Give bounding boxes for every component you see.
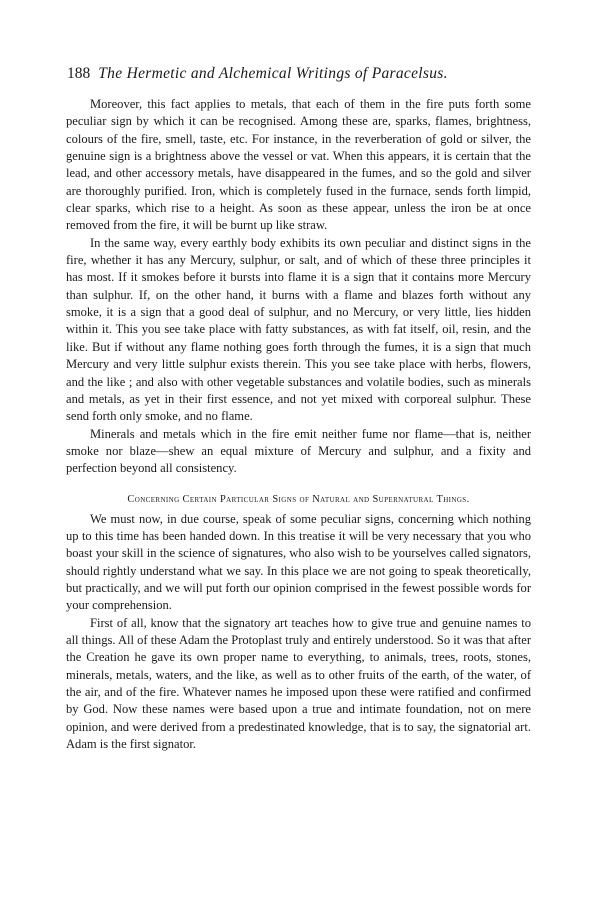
paragraph: Moreover, this fact applies to metals, that each of them in the fire puts forth some peculiar sign by which it can be recognised. Among these are, sparks, flames, brightness, colours of the fire, smell, taste, etc. For instance, in the reverberation of gold or silver, the genuine sign is a brightness above the vessel or vat. When this appears, it is certain that the lead, and other accessory metals, have disappeared in the fumes, and so the gold and silver are thoroughly purified. Iron, which is completely fused in the furnace, sends forth limpid, clear sparks, which rise to a height. As soon as these appear, unless the iron be at once removed from the fire, it will be burnt up like straw. <box>66 97 531 233</box>
page-number: 188 <box>67 65 91 82</box>
paragraph: First of all, know that the signatory art teaches how to give true and genuine names to all things. All of these Adam the Protoplast truly and entirely understood. So it was that after the Creation he gave its own proper name to everything, to animals, trees, roots, stones, minerals, metals, waters, and the like, as well as to other fruits of the earth, of the water, of the air, and of the fire. Whatever names he imposed upon these were ratified and confirmed by God. Now these names were based upon a true and intimate foundation, not on mere opinion, and were derived from a predestinated knowledge, that is to say, the signatorial art. Adam is the first signator. <box>66 615 531 752</box>
paragraph: In the same way, every earthly body exhibits its own peculiar and distinct signs in the fire, whether it has any Mercury, sulphur, or salt, and of which of these three principles it has most. If it smokes before it bursts into flame it is a sign that it contains more Mercury than sulphur. If, on the other hand, it burns with a flame and blazes forth without any smoke, it is a sign that a good deal of sulphur, and no Mercury, or very little, lies hidden within it. This you see take place with fatty substances, as with fat itself, oil, resin, and the like. But if without any flame nothing goes forth through the fumes, it is a sign that much Mercury and very little sulphur exists therein. This you see take place with herbs, flowers, and the like ; and also with other vegetable substances and volatile bodies, such as minerals and metals, as yet in their first essence, and not yet mixed with corporeal sulphur. These send forth only smoke, and no flame. <box>66 235 531 424</box>
page-body <box>66 96 531 753</box>
section-heading: Concerning Certain Particular Signs of Natural and Supernatural Things. <box>127 493 470 505</box>
paragraph: We must now, in due course, speak of some peculiar signs, concerning which nothing up to this time has been handed down. In this treatise it will be very necessary that you who boast your skill in the science of signatures, who also wish to be yourselves called signators, should rightly understand what we say. In this place we are not going to speak theoretically, but practically, and we will put forth our opinion comprised in the fewest possible words for your comprehension. <box>66 511 531 613</box>
paragraph: Minerals and metals which in the fire emit neither fume nor flame—that is, neither smoke nor blaze—shew an equal mixture of Mercury and sulphur, and a fixity and perfection beyond all consistency. <box>66 426 531 476</box>
running-title: The Hermetic and Alchemical Writings of Paracelsus. <box>98 65 448 82</box>
running-header <box>67 64 537 84</box>
